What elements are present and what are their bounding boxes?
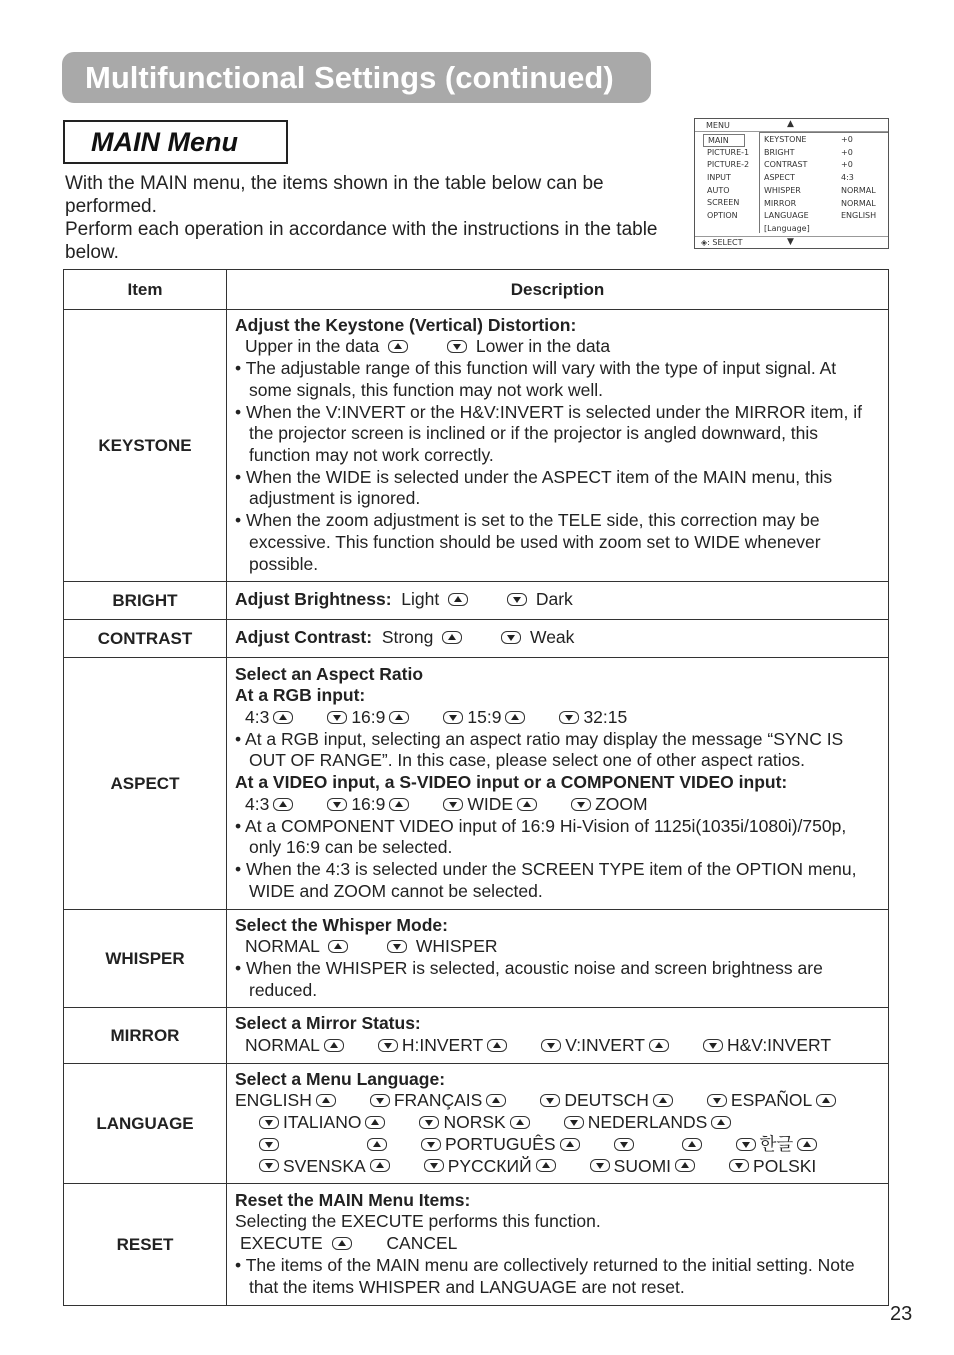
item-aspect: ASPECT — [64, 658, 227, 910]
whisper-option-normal: NORMAL — [245, 936, 320, 957]
menu-row — [764, 134, 888, 147]
aspect-note-3: When the 4:3 is selected under the SCREEN TYPE item of the OPTION menu, WIDE and ZOOM cannot be selected. — [246, 858, 857, 901]
menu-row-value: ENGLISH — [841, 211, 877, 221]
menu-row — [764, 172, 888, 185]
mirror-heading: Select a Mirror Status: — [235, 1013, 421, 1034]
up-button-icon — [367, 1138, 387, 1151]
up-button-icon — [328, 940, 348, 953]
bright-line — [235, 589, 880, 611]
item-whisper: WHISPER — [64, 910, 227, 1008]
language-option: DEUTSCH — [564, 1090, 649, 1111]
aspect-rgb-options — [235, 707, 880, 729]
aspect-rgb-heading: At a RGB input: — [235, 685, 366, 706]
up-button-icon — [370, 1159, 390, 1172]
language-heading: Select a Menu Language: — [235, 1068, 446, 1089]
menu-screenshot — [694, 118, 889, 249]
reset-option-cancel: CANCEL — [386, 1233, 458, 1254]
col-header-item: Item — [64, 270, 227, 310]
menu-row — [764, 223, 888, 236]
menu-row-name: LANGUAGE — [764, 211, 809, 221]
contrast-down-label: Weak — [530, 627, 575, 648]
whisper-option-whisper: WHISPER — [415, 936, 498, 957]
bullet: • When the V:INVERT or the H&V:INVERT is selected under the MIRROR item, if the projector screen is inclined or if the projector is angled downward, this function may not work correctly. — [235, 401, 862, 465]
col-header-description: Description — [227, 270, 889, 310]
menu-bottom-bar — [695, 236, 888, 249]
menu-row-name: KEYSTONE — [764, 135, 807, 144]
keystone-range — [235, 336, 880, 358]
bullet: • The adjustable range of this function will vary with the type of input signal. At some signals, this function may not work well. — [235, 358, 837, 400]
up-button-icon — [649, 1039, 669, 1052]
aspect-option: WIDE — [467, 793, 514, 814]
down-button-icon — [327, 711, 347, 724]
menu-item-main: MAIN — [703, 134, 745, 147]
aspect-video-options — [235, 794, 880, 816]
keystone-up-label: Upper in the data — [245, 336, 380, 357]
table-row — [64, 1008, 889, 1064]
language-line-3 — [235, 1134, 880, 1156]
up-button-icon — [675, 1159, 695, 1172]
down-button-icon — [259, 1138, 279, 1151]
reset-option-execute: EXECUTE — [240, 1233, 323, 1254]
whisper-note-1: When the WHISPER is selected, acoustic noise and screen brightness are reduced. — [246, 958, 823, 1000]
keystone-heading: Adjust the Keystone (Vertical) Distortion: — [235, 314, 577, 335]
desc-whisper — [227, 910, 889, 1008]
language-option: ENGLISH — [235, 1090, 312, 1111]
down-button-icon — [614, 1138, 634, 1151]
down-button-icon — [507, 593, 527, 606]
menu-item-screen: SCREEN — [707, 198, 740, 208]
desc-language — [227, 1064, 889, 1184]
item-keystone: KEYSTONE — [64, 310, 227, 582]
mirror-option: H&V:INVERT — [726, 1035, 832, 1055]
up-button-icon — [517, 798, 537, 811]
page-title: Multifunctional Settings (continued) — [62, 52, 651, 103]
menu-row-value: NORMAL — [841, 198, 876, 208]
down-button-icon — [447, 340, 467, 353]
menu-row-name: [Language] — [764, 223, 810, 233]
up-button-icon — [711, 1116, 731, 1129]
contrast-line — [235, 627, 880, 649]
down-button-icon — [419, 1116, 439, 1129]
table-row — [64, 910, 889, 1008]
bullet: • At a COMPONENT VIDEO input of 16:9 Hi-Vision of 1125i(1035i/1080i)/750p, only 16:9 can be selected. — [235, 815, 847, 858]
menu-row-name: ASPECT — [764, 173, 795, 183]
keystone-note-1: The adjustable range of this function will vary with the type of input signal. At some signals, this function may not work well. — [245, 358, 837, 400]
up-button-icon — [487, 1039, 507, 1052]
down-button-icon — [729, 1159, 749, 1172]
contrast-up-label: Strong — [381, 627, 434, 648]
section-title: MAIN Menu — [63, 120, 288, 164]
table-row — [64, 582, 889, 620]
intro-line-1: With the MAIN menu, the items shown in the table below can be performed. — [65, 173, 604, 217]
bullet: • When the WIDE is selected under the ASPECT item of the MAIN menu, this adjustment is ignored. — [235, 466, 833, 509]
menu-row-value: +0 — [841, 160, 853, 170]
table-row — [64, 1184, 889, 1306]
aspect-video-heading: At a VIDEO input, a S-VIDEO input or a COMPONENT VIDEO input: — [235, 772, 788, 793]
reset-options — [235, 1233, 880, 1255]
up-button-icon — [365, 1116, 385, 1129]
menu-row-value: +0 — [841, 135, 853, 144]
mirror-option: V:INVERT — [565, 1035, 645, 1055]
reset-line-1: Selecting the EXECUTE performs this function. — [235, 1211, 601, 1232]
down-button-icon — [443, 711, 463, 724]
down-button-icon — [259, 1116, 279, 1129]
main-menu-table — [63, 269, 889, 1306]
item-language: LANGUAGE — [64, 1064, 227, 1184]
language-option: ESPAÑOL — [730, 1090, 813, 1111]
up-button-icon — [332, 1237, 352, 1250]
table-row — [64, 1064, 889, 1184]
up-button-icon — [448, 593, 468, 606]
desc-mirror — [227, 1008, 889, 1064]
down-button-icon — [424, 1159, 444, 1172]
select-hint — [701, 238, 743, 247]
menu-item-option: OPTION — [707, 211, 738, 221]
language-line-1 — [235, 1090, 880, 1112]
menu-row — [764, 210, 888, 223]
desc-contrast — [227, 620, 889, 658]
up-button-icon — [486, 1094, 506, 1107]
bright-up-label: Light — [401, 589, 440, 610]
up-button-icon — [442, 631, 462, 644]
menu-row — [764, 159, 888, 172]
up-button-icon — [653, 1094, 673, 1107]
menu-row-value: +0 — [841, 147, 853, 157]
language-option: PORTUGUÊS — [445, 1133, 556, 1154]
keystone-note-4: When the zoom adjustment is set to the TELE side, this correction may be excessive. This function should be used with zoom set to WIDE whenever possible. — [246, 510, 821, 574]
aspect-note-2: At a COMPONENT VIDEO input of 16:9 Hi-Vision of 1125i(1035i/1080i)/750p, only 16:9 can be selected. — [245, 815, 847, 858]
keystone-down-label: Lower in the data — [475, 336, 611, 357]
mirror-option: H:INVERT — [401, 1035, 484, 1055]
language-line-2 — [235, 1112, 880, 1134]
language-option: NORSK — [443, 1112, 506, 1133]
table-row — [64, 658, 889, 910]
item-contrast: CONTRAST — [64, 620, 227, 658]
desc-bright — [227, 582, 889, 620]
menu-row-name: MIRROR — [764, 198, 797, 208]
down-button-icon — [571, 798, 591, 811]
desc-keystone — [227, 310, 889, 582]
down-button-icon — [590, 1159, 610, 1172]
up-button-icon — [797, 1138, 817, 1151]
item-bright: BRIGHT — [64, 582, 227, 620]
desc-aspect — [227, 658, 889, 910]
contrast-heading: Adjust Contrast: — [235, 627, 373, 648]
aspect-option: 4:3 — [245, 707, 270, 728]
aspect-option: 16:9 — [351, 793, 386, 814]
down-button-icon — [736, 1138, 756, 1151]
language-option: SUOMI — [613, 1155, 672, 1176]
aspect-heading: Select an Aspect Ratio — [235, 663, 424, 684]
table-row — [64, 620, 889, 658]
menu-item-picture1: PICTURE-1 — [707, 147, 750, 157]
bullet: • When the 4:3 is selected under the SCREEN TYPE item of the OPTION menu, WIDE and ZOOM cannot be selected. — [235, 858, 857, 901]
up-button-icon — [560, 1138, 580, 1151]
up-button-icon — [510, 1116, 530, 1129]
menu-row — [764, 147, 888, 160]
down-arrow-icon: ▼ — [787, 237, 794, 247]
select-label: : SELECT — [707, 238, 743, 247]
mirror-option: NORMAL — [245, 1035, 320, 1055]
menu-row-name: WHISPER — [764, 185, 801, 195]
down-button-icon — [540, 1094, 560, 1107]
menu-row — [764, 198, 888, 211]
up-button-icon — [316, 1094, 336, 1107]
whisper-heading: Select the Whisper Mode: — [235, 914, 448, 935]
select-icon: ◈ — [701, 238, 708, 247]
menu-item-picture2: PICTURE-2 — [707, 160, 750, 170]
menu-row-name: BRIGHT — [764, 147, 795, 157]
up-button-icon — [389, 711, 409, 724]
down-button-icon — [259, 1159, 279, 1172]
menu-item-auto: AUTO — [707, 185, 730, 195]
down-button-icon — [370, 1094, 390, 1107]
whisper-options — [235, 936, 880, 958]
language-option: SVENSKA — [283, 1155, 366, 1176]
menu-row-name: CONTRAST — [764, 160, 808, 170]
table-header-row — [64, 270, 889, 310]
bright-down-label: Dark — [535, 589, 573, 610]
down-button-icon — [564, 1116, 584, 1129]
aspect-option: 4:3 — [245, 793, 270, 814]
keystone-note-2: When the V:INVERT or the H&V:INVERT is selected under the MIRROR item, if the projector screen is inclined or if the projector is angled downward, this function may not work correctly. — [246, 401, 862, 465]
down-button-icon — [378, 1039, 398, 1052]
aspect-option: 32:15 — [583, 707, 628, 728]
bullet: • When the WHISPER is selected, acoustic noise and screen brightness are reduced. — [235, 958, 823, 1000]
menu-item-input: INPUT — [707, 173, 731, 183]
aspect-option: 15:9 — [467, 707, 502, 728]
language-option: ITALIANO — [283, 1112, 362, 1133]
aspect-note-1: At a RGB input, selecting an aspect ratio may display the message “SYNC IS OUT OF RANGE”. In this case, please select one of other aspect ratios. — [245, 728, 844, 771]
item-reset: RESET — [64, 1184, 227, 1306]
language-line-4 — [235, 1156, 880, 1178]
aspect-option: ZOOM — [595, 793, 648, 814]
menu-top-bar — [695, 119, 888, 132]
menu-row-value: 4:3 — [841, 173, 854, 183]
intro-text — [65, 172, 680, 264]
bright-heading: Adjust Brightness: — [235, 589, 392, 610]
language-option: NEDERLANDS — [587, 1112, 708, 1133]
bullet: • When the zoom adjustment is set to the TELE side, this correction may be excessive. This function should be used with zoom set to WIDE whenever possible. — [235, 510, 821, 574]
up-button-icon — [324, 1039, 344, 1052]
table-row — [64, 310, 889, 582]
bullet: • The items of the MAIN menu are collectively returned to the initial setting. Note that the items WHISPER and LANGUAGE are not reset. — [235, 1254, 855, 1297]
down-button-icon — [501, 631, 521, 644]
up-button-icon — [816, 1094, 836, 1107]
aspect-option: 16:9 — [351, 707, 386, 728]
mirror-options — [235, 1035, 880, 1057]
page-number: 23 — [890, 1303, 913, 1325]
down-button-icon — [703, 1039, 723, 1052]
up-button-icon — [505, 711, 525, 724]
down-button-icon — [443, 798, 463, 811]
language-option: 한글 — [759, 1133, 794, 1154]
down-button-icon — [421, 1138, 441, 1151]
down-button-icon — [327, 798, 347, 811]
menu-row — [764, 185, 888, 198]
language-option: POLSKI — [753, 1155, 817, 1176]
up-button-icon — [536, 1159, 556, 1172]
language-option: FRANÇAIS — [393, 1090, 483, 1111]
menu-row-value: NORMAL — [841, 185, 876, 195]
up-button-icon — [273, 711, 293, 724]
menu-left-list — [703, 134, 753, 223]
keystone-note-3: When the WIDE is selected under the ASPECT item of the MAIN menu, this adjustment is ignored. — [246, 466, 833, 509]
up-button-icon — [388, 340, 408, 353]
down-button-icon — [559, 711, 579, 724]
item-mirror: MIRROR — [64, 1008, 227, 1064]
down-button-icon — [707, 1094, 727, 1107]
reset-note-1: The items of the MAIN menu are collectively returned to the initial setting. Note that the items WHISPER and LANGUAGE are not reset. — [245, 1254, 855, 1297]
bullet: • At a RGB input, selecting an aspect ratio may display the message “SYNC IS OUT OF RANGE”. In this case, please select one of other aspect ratios. — [235, 728, 844, 771]
menu-label: MENU — [706, 121, 730, 130]
up-button-icon — [389, 798, 409, 811]
down-button-icon — [387, 940, 407, 953]
desc-reset — [227, 1184, 889, 1306]
up-button-icon — [682, 1138, 702, 1151]
up-arrow-icon: ▲ — [787, 119, 794, 129]
menu-right-list — [759, 132, 888, 233]
up-button-icon — [273, 798, 293, 811]
reset-heading: Reset the MAIN Menu Items: — [235, 1189, 471, 1210]
language-option: PYCCКИЙ — [447, 1155, 532, 1176]
intro-line-2: Perform each operation in accordance with the instructions in the table below. — [65, 219, 658, 263]
down-button-icon — [541, 1039, 561, 1052]
